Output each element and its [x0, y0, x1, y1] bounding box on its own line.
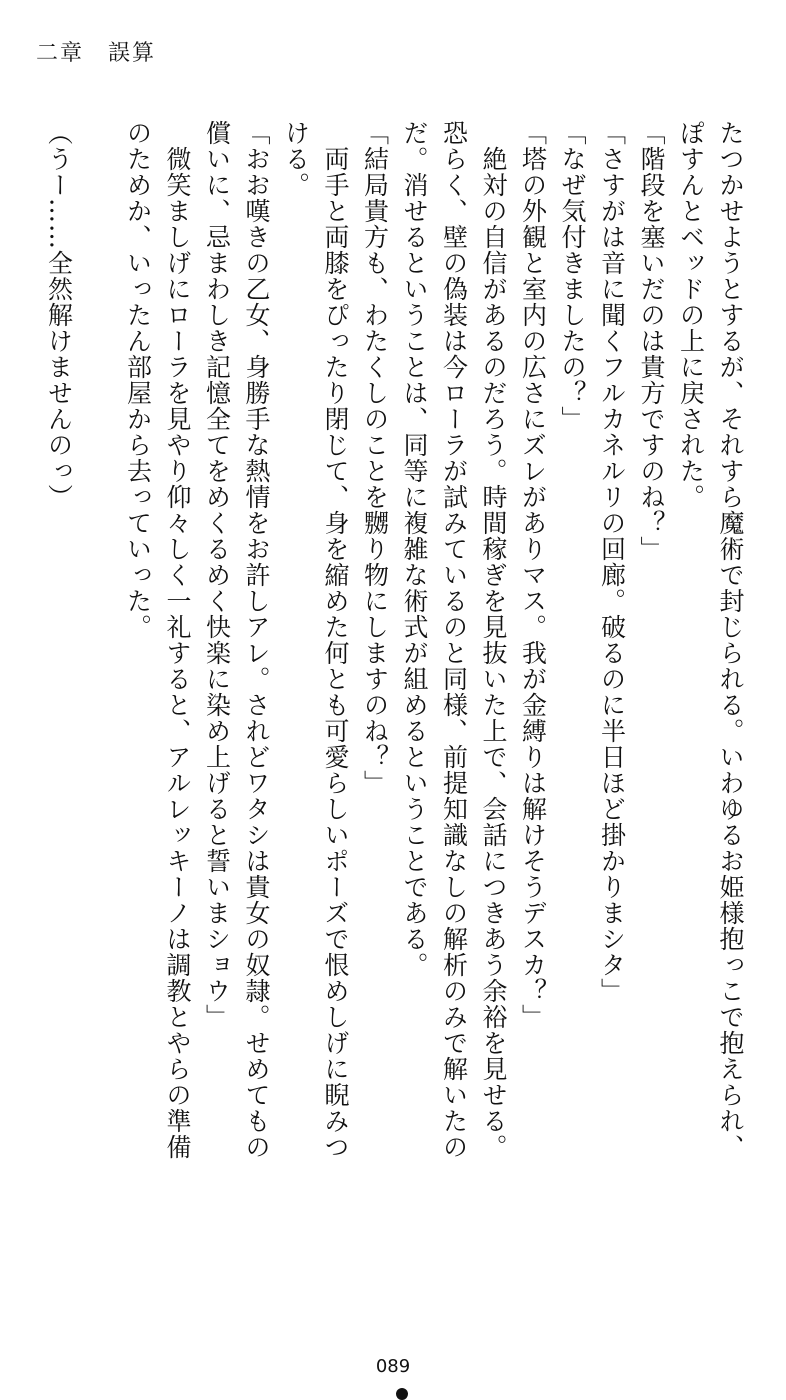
page-dot-marker	[396, 1388, 408, 1400]
text-line: ぽすんとベッドの上に戻された。	[676, 120, 706, 510]
text-line: 「結局貴方も、わたくしのことを嬲り物にしますのね？」	[360, 120, 390, 796]
text-line: 「おお嘆きの乙女、身勝手な熱情をお許しアレ。されどワタシは貴女の奴隷。せめてもの	[242, 120, 271, 1160]
text-line: 両手と両膝をぴったり閉じて、身を縮めた何とも可愛らしいポーズで恨めしげに睨みつ	[321, 120, 350, 1160]
page-number: 089	[375, 1356, 411, 1377]
blank-line	[79, 120, 119, 1200]
text-line: ける。	[281, 120, 311, 198]
vertical-body-text	[28, 120, 750, 1200]
text-line: 絶対の自信があるのだろう。時間稼ぎを見抜いた上で、会話につきあう余裕を見せる。	[479, 120, 508, 1160]
text-line: 「さすがは音に聞くフルカネルリの回廊。破るのに半日ほど掛かりまシタ」	[597, 120, 627, 1004]
text-line: 微笑ましげにローラを見やり仰々しく一礼すると、アルレッキーノは調教とやらの準備	[163, 120, 192, 1160]
text-line: 償いに、忌まわしき記憶全てをめくるめく快楽に染め上げると誓いまショウ」	[202, 120, 232, 1030]
text-line: 「階段を塞いだのは貴方ですのね？」	[637, 120, 666, 562]
text-line: のためか、いったん部屋から去っていった。	[123, 120, 153, 640]
text-line: 恐らく、壁の偽装は今ローラが試みているのと同様、前提知識なしの解析のみで解いたの	[439, 120, 469, 1160]
text-line: だ。消せるということは、同等に複雑な術式が組めるということである。	[400, 120, 429, 978]
text-line: 「なぜ気付きましたの？」	[558, 120, 587, 432]
chapter-header: 二章 誤算	[36, 41, 157, 66]
text-line: 「塔の外観と室内の広さにズレがありマス。我が金縛りは解けそうデスカ？」	[518, 120, 548, 1030]
text-line: （うー……全然解けませんのっ）	[44, 120, 74, 510]
text-line: たつかせようとするが、それすら魔術で封じられる。いわゆるお姫様抱っこで抱えられ、	[716, 120, 745, 1160]
